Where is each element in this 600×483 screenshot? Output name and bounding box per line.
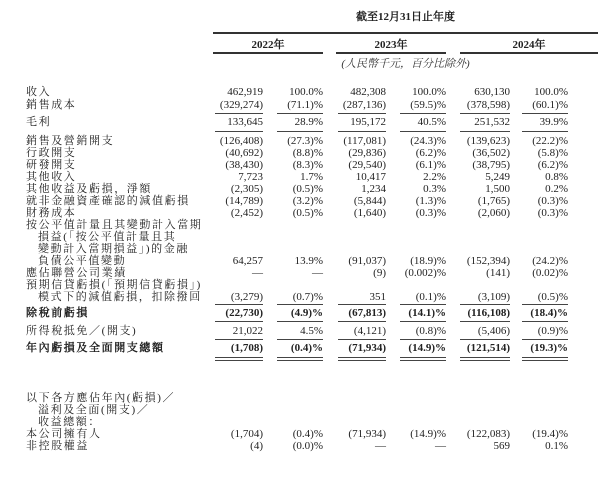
row-label: 以下各方應佔年內(虧損)／ [26,392,176,404]
cell: 0.8% [545,171,568,183]
table-row [0,147,600,159]
cell: (18.4)% [530,307,568,319]
cell: (19.4)% [532,428,568,440]
table-row [0,99,600,111]
total-double-rule [215,357,263,361]
cell: 351 [369,291,386,303]
table-row [0,325,600,337]
cell: 630,130 [474,86,510,98]
table-row [0,307,600,319]
cell: — [375,440,386,452]
cell: (24.3)% [410,135,446,147]
cell: (0.7)% [292,291,323,303]
subtotal-rule [460,339,510,340]
cell: (4) [250,440,263,452]
cell: (5,844) [353,195,386,207]
cell: 133,645 [227,116,263,128]
period-heading: 截至12月31日止年度 [356,11,455,23]
row-label: 研發開支 [26,159,77,171]
table-row [0,159,600,171]
cell: (0.4)% [290,342,323,354]
cell: 10,417 [355,171,386,183]
subtotal-rule [277,131,323,132]
cell: (126,408) [219,135,263,147]
cell: (0.3)% [415,207,446,219]
row-label: 按公平值計量且其變動計入當期 [26,219,203,231]
table-row [0,404,600,416]
cell: (29,836) [348,147,386,159]
row-label: 銷售成本 [26,99,77,111]
cell: (1,704) [230,428,263,440]
cell: (0.3)% [537,195,568,207]
row-label: 收入 [26,86,52,98]
row-label: 預期信貸虧損(「預期信貸虧損」) [26,279,202,291]
cell: (141) [486,267,510,279]
table-row [0,195,600,207]
subtotal-rule [460,113,510,114]
cell: (0.5)% [537,291,568,303]
table-row [0,243,600,255]
cell: (8.8)% [292,147,323,159]
row-label: 收益總額： [38,416,101,428]
row-label: 除稅前虧損 [26,307,89,319]
cell: 5,249 [485,171,510,183]
cell: (0.02)% [532,267,568,279]
cell: 28.9% [294,116,323,128]
table-row [0,416,600,428]
cell: (0.5)% [292,207,323,219]
cell: 40.5% [417,116,446,128]
subtotal-rule [215,339,263,340]
cell: (2,060) [477,207,510,219]
subtotal-rule [277,113,323,114]
row-label: 就非金融資產確認的減值虧損 [26,195,190,207]
cell: (0.0)% [292,440,323,452]
cell: 1.7% [300,171,323,183]
cell: (116,108) [467,307,510,319]
cell: (3,109) [477,291,510,303]
cell: (2,305) [230,183,263,195]
cell: (0.5)% [292,183,323,195]
subtotal-rule [277,339,323,340]
cell: (0.1)% [415,291,446,303]
cell: — [252,267,263,279]
cell: (0.9)% [537,325,568,337]
subtotal-rule [400,131,446,132]
table-row [0,183,600,195]
cell: 100.0% [412,86,446,98]
cell: (14,789) [225,195,263,207]
cell: (29,540) [348,159,386,171]
cell: 2.2% [423,171,446,183]
cell: (36,502) [472,147,510,159]
cell: (152,394) [466,255,510,267]
cell: (14.9)% [408,342,446,354]
table-row [0,279,600,291]
table-row [0,392,600,404]
cell: (18.9)% [410,255,446,267]
table-row [0,207,600,219]
total-double-rule [400,357,446,361]
row-label: 行政開支 [26,147,77,159]
cell: (60.1)% [532,99,568,111]
cell: (1,765) [477,195,510,207]
row-label: 年內虧損及全面開支總額 [26,342,165,354]
subtotal-rule [522,131,568,132]
cell: 1,500 [485,183,510,195]
year-rule [213,52,323,54]
table-row [0,231,600,243]
cell: (139,623) [466,135,510,147]
subtotal-rule [460,321,510,322]
cell: — [312,267,323,279]
cell: (5.8)% [537,147,568,159]
table-row [0,219,600,231]
table-row [0,135,600,147]
cell: (117,081) [343,135,386,147]
cell: (6.2)% [415,147,446,159]
cell: (59.5)% [410,99,446,111]
cell: (1.3)% [415,195,446,207]
cell: (4,121) [353,325,386,337]
row-label: 財務成本 [26,207,77,219]
row-label: 溢利及全面(開支)／ [38,404,150,416]
cell: (3.2)% [292,195,323,207]
cell: (38,795) [472,159,510,171]
subtotal-rule [338,339,386,340]
table-row [0,86,600,98]
cell: 64,257 [232,255,263,267]
table-row [0,440,600,452]
table-row [0,428,600,440]
cell: (14.9)% [410,428,446,440]
table-row [0,342,600,354]
year-2023: 2023年 [374,39,408,51]
cell: (378,598) [466,99,510,111]
cell: (22.2)% [532,135,568,147]
cell: 1,234 [361,183,386,195]
cell: 482,308 [350,86,386,98]
cell: (4.9)% [290,307,323,319]
row-label: 負債公平值變動 [38,255,127,267]
cell: (27.3)% [287,135,323,147]
cell: 569 [493,440,510,452]
cell: (38,430) [225,159,263,171]
cell: 21,022 [232,325,263,337]
subtotal-rule [400,304,446,305]
cell: 100.0% [534,86,568,98]
row-label: 模式下的減值虧損，扣除撥回 [38,291,202,303]
subtotal-rule [338,131,386,132]
cell: (329,274) [219,99,263,111]
cell: (0.3)% [537,207,568,219]
cell: (9) [373,267,386,279]
subtotal-rule [277,321,323,322]
cell: 0.1% [545,440,568,452]
cell: (1,640) [353,207,386,219]
cell: (91,037) [348,255,386,267]
subtotal-rule [338,321,386,322]
subtotal-rule [338,304,386,305]
subtotal-rule [277,304,323,305]
cell: (19.3)% [530,342,568,354]
subtotal-rule [460,131,510,132]
cell: (0.8)% [415,325,446,337]
cell: 462,919 [227,86,263,98]
cell: (0.002)% [404,267,446,279]
subtotal-rule [400,113,446,114]
cell: 0.2% [545,183,568,195]
row-label: 損益(「按公平值計量且其 [38,231,177,243]
row-label: 本公司擁有人 [26,428,102,440]
row-label: 應佔聯營公司業績 [26,267,127,279]
subtotal-rule [460,304,510,305]
subtotal-rule [522,339,568,340]
cell: 13.9% [294,255,323,267]
table-row [0,116,600,128]
subtotal-rule [215,304,263,305]
subtotal-rule [215,131,263,132]
cell: (2,452) [230,207,263,219]
subtotal-rule [215,321,263,322]
cell: 100.0% [289,86,323,98]
total-double-rule [338,357,386,361]
cell: 4.5% [300,325,323,337]
cell: (67,813) [348,307,386,319]
subtotal-rule [215,113,263,114]
subtotal-rule [338,113,386,114]
year-rule [336,52,446,54]
row-label: 銷售及營銷開支 [26,135,115,147]
table-row [0,255,600,267]
total-double-rule [522,357,568,361]
cell: (40,692) [225,147,263,159]
cell: (3,279) [230,291,263,303]
cell: (122,083) [466,428,510,440]
year-2024: 2024年 [512,39,546,51]
year-2022: 2022年 [251,39,285,51]
total-double-rule [277,357,323,361]
row-label: 非控股權益 [26,440,89,452]
cell: (14.1)% [408,307,446,319]
cell: 39.9% [539,116,568,128]
table-row [0,291,600,303]
cell: — [435,440,446,452]
subtotal-rule [522,304,568,305]
cell: (71.1)% [287,99,323,111]
subtotal-rule [400,321,446,322]
unit-note: (人民幣千元，百分比除外) [341,58,470,70]
row-label: 其他收入 [26,171,77,183]
cell: 251,532 [474,116,510,128]
row-label: 毛利 [26,116,52,128]
cell: (6.1)% [415,159,446,171]
subtotal-rule [522,113,568,114]
subtotal-rule [522,321,568,322]
cell: (1,708) [230,342,263,354]
cell: (287,136) [342,99,386,111]
cell: (71,934) [348,428,386,440]
cell: (8.3)% [292,159,323,171]
cell: (24.2)% [532,255,568,267]
cell: (22,730) [225,307,263,319]
table-row [0,267,600,279]
row-label: 其他收益及虧損，淨額 [26,183,152,195]
row-label: 所得稅抵免／(開支) [26,325,138,337]
cell: (121,514) [466,342,510,354]
subtotal-rule [400,339,446,340]
cell: (5,406) [477,325,510,337]
cell: 7,723 [238,171,263,183]
cell: (6.2)% [537,159,568,171]
total-double-rule [460,357,510,361]
header-rule [213,32,598,34]
cell: 195,172 [350,116,386,128]
row-label: 變動計入當期損益」)的金融 [38,243,189,255]
cell: (71,934) [348,342,386,354]
cell: 0.3% [423,183,446,195]
cell: (0.4)% [292,428,323,440]
year-rule [460,52,598,54]
table-row [0,171,600,183]
